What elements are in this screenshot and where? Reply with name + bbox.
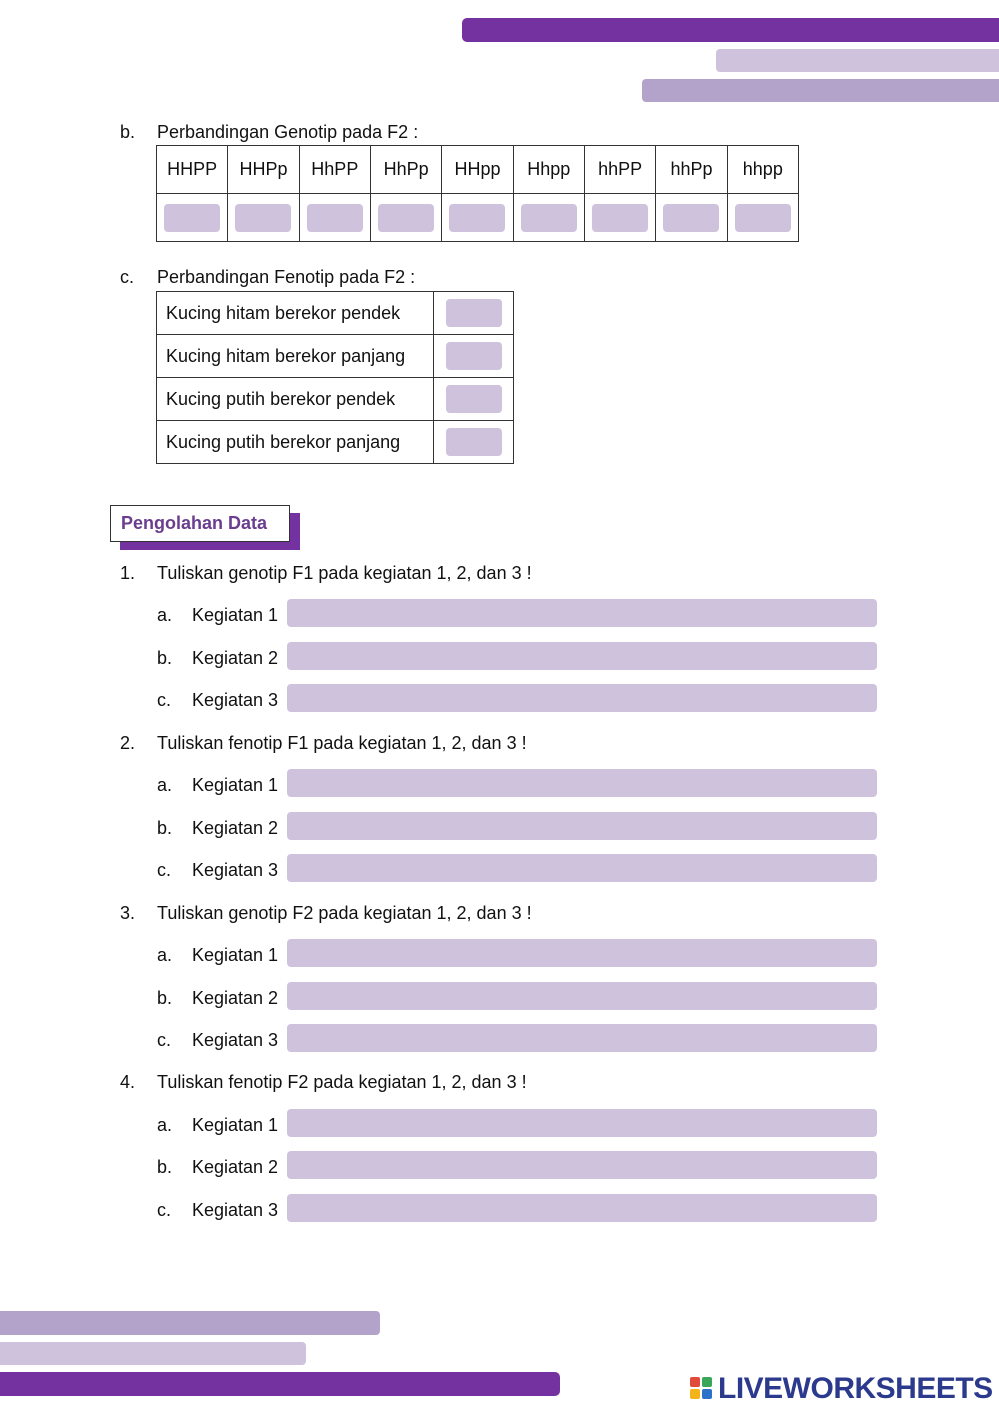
- answer-input[interactable]: [287, 684, 877, 712]
- question-text: Tuliskan fenotip F2 pada kegiatan 1, 2, dan 3 !: [157, 1072, 527, 1092]
- item-label: Kegiatan 2: [192, 1157, 279, 1177]
- item-letter: c.: [157, 860, 172, 880]
- question-number: 4.: [120, 1072, 136, 1092]
- phenotype-row: [157, 421, 514, 464]
- section-c-marker: c.: [120, 267, 135, 287]
- genotype-answer-input[interactable]: [735, 204, 791, 232]
- phenotype-label: Kucing hitam berekor panjang: [157, 335, 434, 378]
- question-text: Tuliskan genotip F1 pada kegiatan 1, 2, dan 3 !: [157, 563, 532, 583]
- phenotype-answer-cell: [434, 378, 514, 421]
- item-letter: c.: [157, 690, 172, 710]
- genotype-answer-cell: [584, 194, 655, 242]
- phenotype-answer-input[interactable]: [446, 428, 502, 456]
- genotype-answer-cell: [228, 194, 299, 242]
- genotype-header: hhpp: [727, 146, 798, 194]
- item-label: Kegiatan 2: [192, 648, 279, 668]
- answer-input[interactable]: [287, 1194, 877, 1222]
- section-b-marker: b.: [120, 122, 136, 142]
- genotype-answer-cell: [442, 194, 513, 242]
- item-letter: a.: [157, 1115, 173, 1135]
- genotype-answer-input[interactable]: [235, 204, 291, 232]
- genotype-answer-input[interactable]: [307, 204, 363, 232]
- phenotype-label: Kucing putih berekor panjang: [157, 421, 434, 464]
- item-label: Kegiatan 3: [192, 860, 279, 880]
- question-text: Tuliskan fenotip F1 pada kegiatan 1, 2, dan 3 !: [157, 733, 527, 753]
- genotype-answer-cell: [157, 194, 228, 242]
- answer-input[interactable]: [287, 982, 877, 1010]
- top-decor-bar-2: [716, 49, 999, 72]
- genotype-header: hhPP: [584, 146, 655, 194]
- genotype-header: HHPP: [157, 146, 228, 194]
- question-number: 2.: [120, 733, 136, 753]
- answer-input[interactable]: [287, 854, 877, 882]
- phenotype-row: [157, 292, 514, 335]
- phenotype-label: Kucing hitam berekor pendek: [157, 292, 434, 335]
- answer-input[interactable]: [287, 939, 877, 967]
- section-heading-label: Pengolahan Data: [110, 505, 290, 542]
- question-number: 3.: [120, 903, 136, 923]
- genotype-answer-input[interactable]: [164, 204, 220, 232]
- answer-input[interactable]: [287, 769, 877, 797]
- item-letter: b.: [157, 1157, 173, 1177]
- item-letter: a.: [157, 945, 173, 965]
- genotype-answer-input[interactable]: [592, 204, 648, 232]
- phenotype-answer-cell: [434, 421, 514, 464]
- genotype-header: Hhpp: [513, 146, 584, 194]
- top-decor-bar-1: [462, 18, 999, 42]
- genotype-header: HhPp: [370, 146, 441, 194]
- item-letter: b.: [157, 818, 173, 838]
- item-label: Kegiatan 1: [192, 605, 279, 625]
- bottom-decor-bar-2: [0, 1342, 306, 1365]
- genotype-answer-input[interactable]: [663, 204, 719, 232]
- genotype-table: [156, 145, 799, 242]
- question-text: Tuliskan genotip F2 pada kegiatan 1, 2, dan 3 !: [157, 903, 532, 923]
- top-decor-bar-3: [642, 79, 999, 102]
- item-label: Kegiatan 3: [192, 690, 279, 710]
- item-letter: c.: [157, 1200, 172, 1220]
- phenotype-answer-cell: [434, 292, 514, 335]
- section-b-title: Perbandingan Genotip pada F2 :: [157, 122, 419, 142]
- phenotype-answer-cell: [434, 335, 514, 378]
- genotype-answer-input[interactable]: [449, 204, 505, 232]
- phenotype-row: [157, 335, 514, 378]
- item-label: Kegiatan 1: [192, 945, 279, 965]
- genotype-answer-cell: [370, 194, 441, 242]
- genotype-answer-cell: [727, 194, 798, 242]
- bottom-decor-bar-3: [0, 1372, 560, 1396]
- genotype-header: hhPp: [656, 146, 727, 194]
- logo-text: LIVEWORKSHEETS: [718, 1372, 993, 1405]
- item-label: Kegiatan 2: [192, 818, 279, 838]
- item-letter: c.: [157, 1030, 172, 1050]
- phenotype-label: Kucing putih berekor pendek: [157, 378, 434, 421]
- item-label: Kegiatan 2: [192, 988, 279, 1008]
- question-number: 1.: [120, 563, 136, 583]
- answer-input[interactable]: [287, 642, 877, 670]
- genotype-answer-cell: [299, 194, 370, 242]
- genotype-answer-cell: [513, 194, 584, 242]
- phenotype-table: [156, 291, 514, 464]
- item-letter: b.: [157, 648, 173, 668]
- phenotype-answer-input[interactable]: [446, 342, 502, 370]
- phenotype-answer-input[interactable]: [446, 385, 502, 413]
- genotype-header: HhPP: [299, 146, 370, 194]
- genotype-answer-cell: [656, 194, 727, 242]
- genotype-answer-input[interactable]: [521, 204, 577, 232]
- item-letter: b.: [157, 988, 173, 1008]
- genotype-header: HHPp: [228, 146, 299, 194]
- answer-input[interactable]: [287, 1024, 877, 1052]
- item-label: Kegiatan 1: [192, 1115, 279, 1135]
- phenotype-row: [157, 378, 514, 421]
- answer-input[interactable]: [287, 1151, 877, 1179]
- item-label: Kegiatan 3: [192, 1030, 279, 1050]
- answer-input[interactable]: [287, 599, 877, 627]
- genotype-answer-input[interactable]: [378, 204, 434, 232]
- section-heading: [110, 505, 290, 542]
- item-label: Kegiatan 1: [192, 775, 279, 795]
- phenotype-answer-input[interactable]: [446, 299, 502, 327]
- item-letter: a.: [157, 605, 173, 625]
- item-letter: a.: [157, 775, 173, 795]
- section-c-title: Perbandingan Fenotip pada F2 :: [157, 267, 416, 287]
- answer-input[interactable]: [287, 812, 877, 840]
- liveworksheets-logo-icon: [690, 1377, 716, 1401]
- genotype-header: HHpp: [442, 146, 513, 194]
- item-label: Kegiatan 3: [192, 1200, 279, 1220]
- answer-input[interactable]: [287, 1109, 877, 1137]
- bottom-decor-bar-1: [0, 1311, 380, 1335]
